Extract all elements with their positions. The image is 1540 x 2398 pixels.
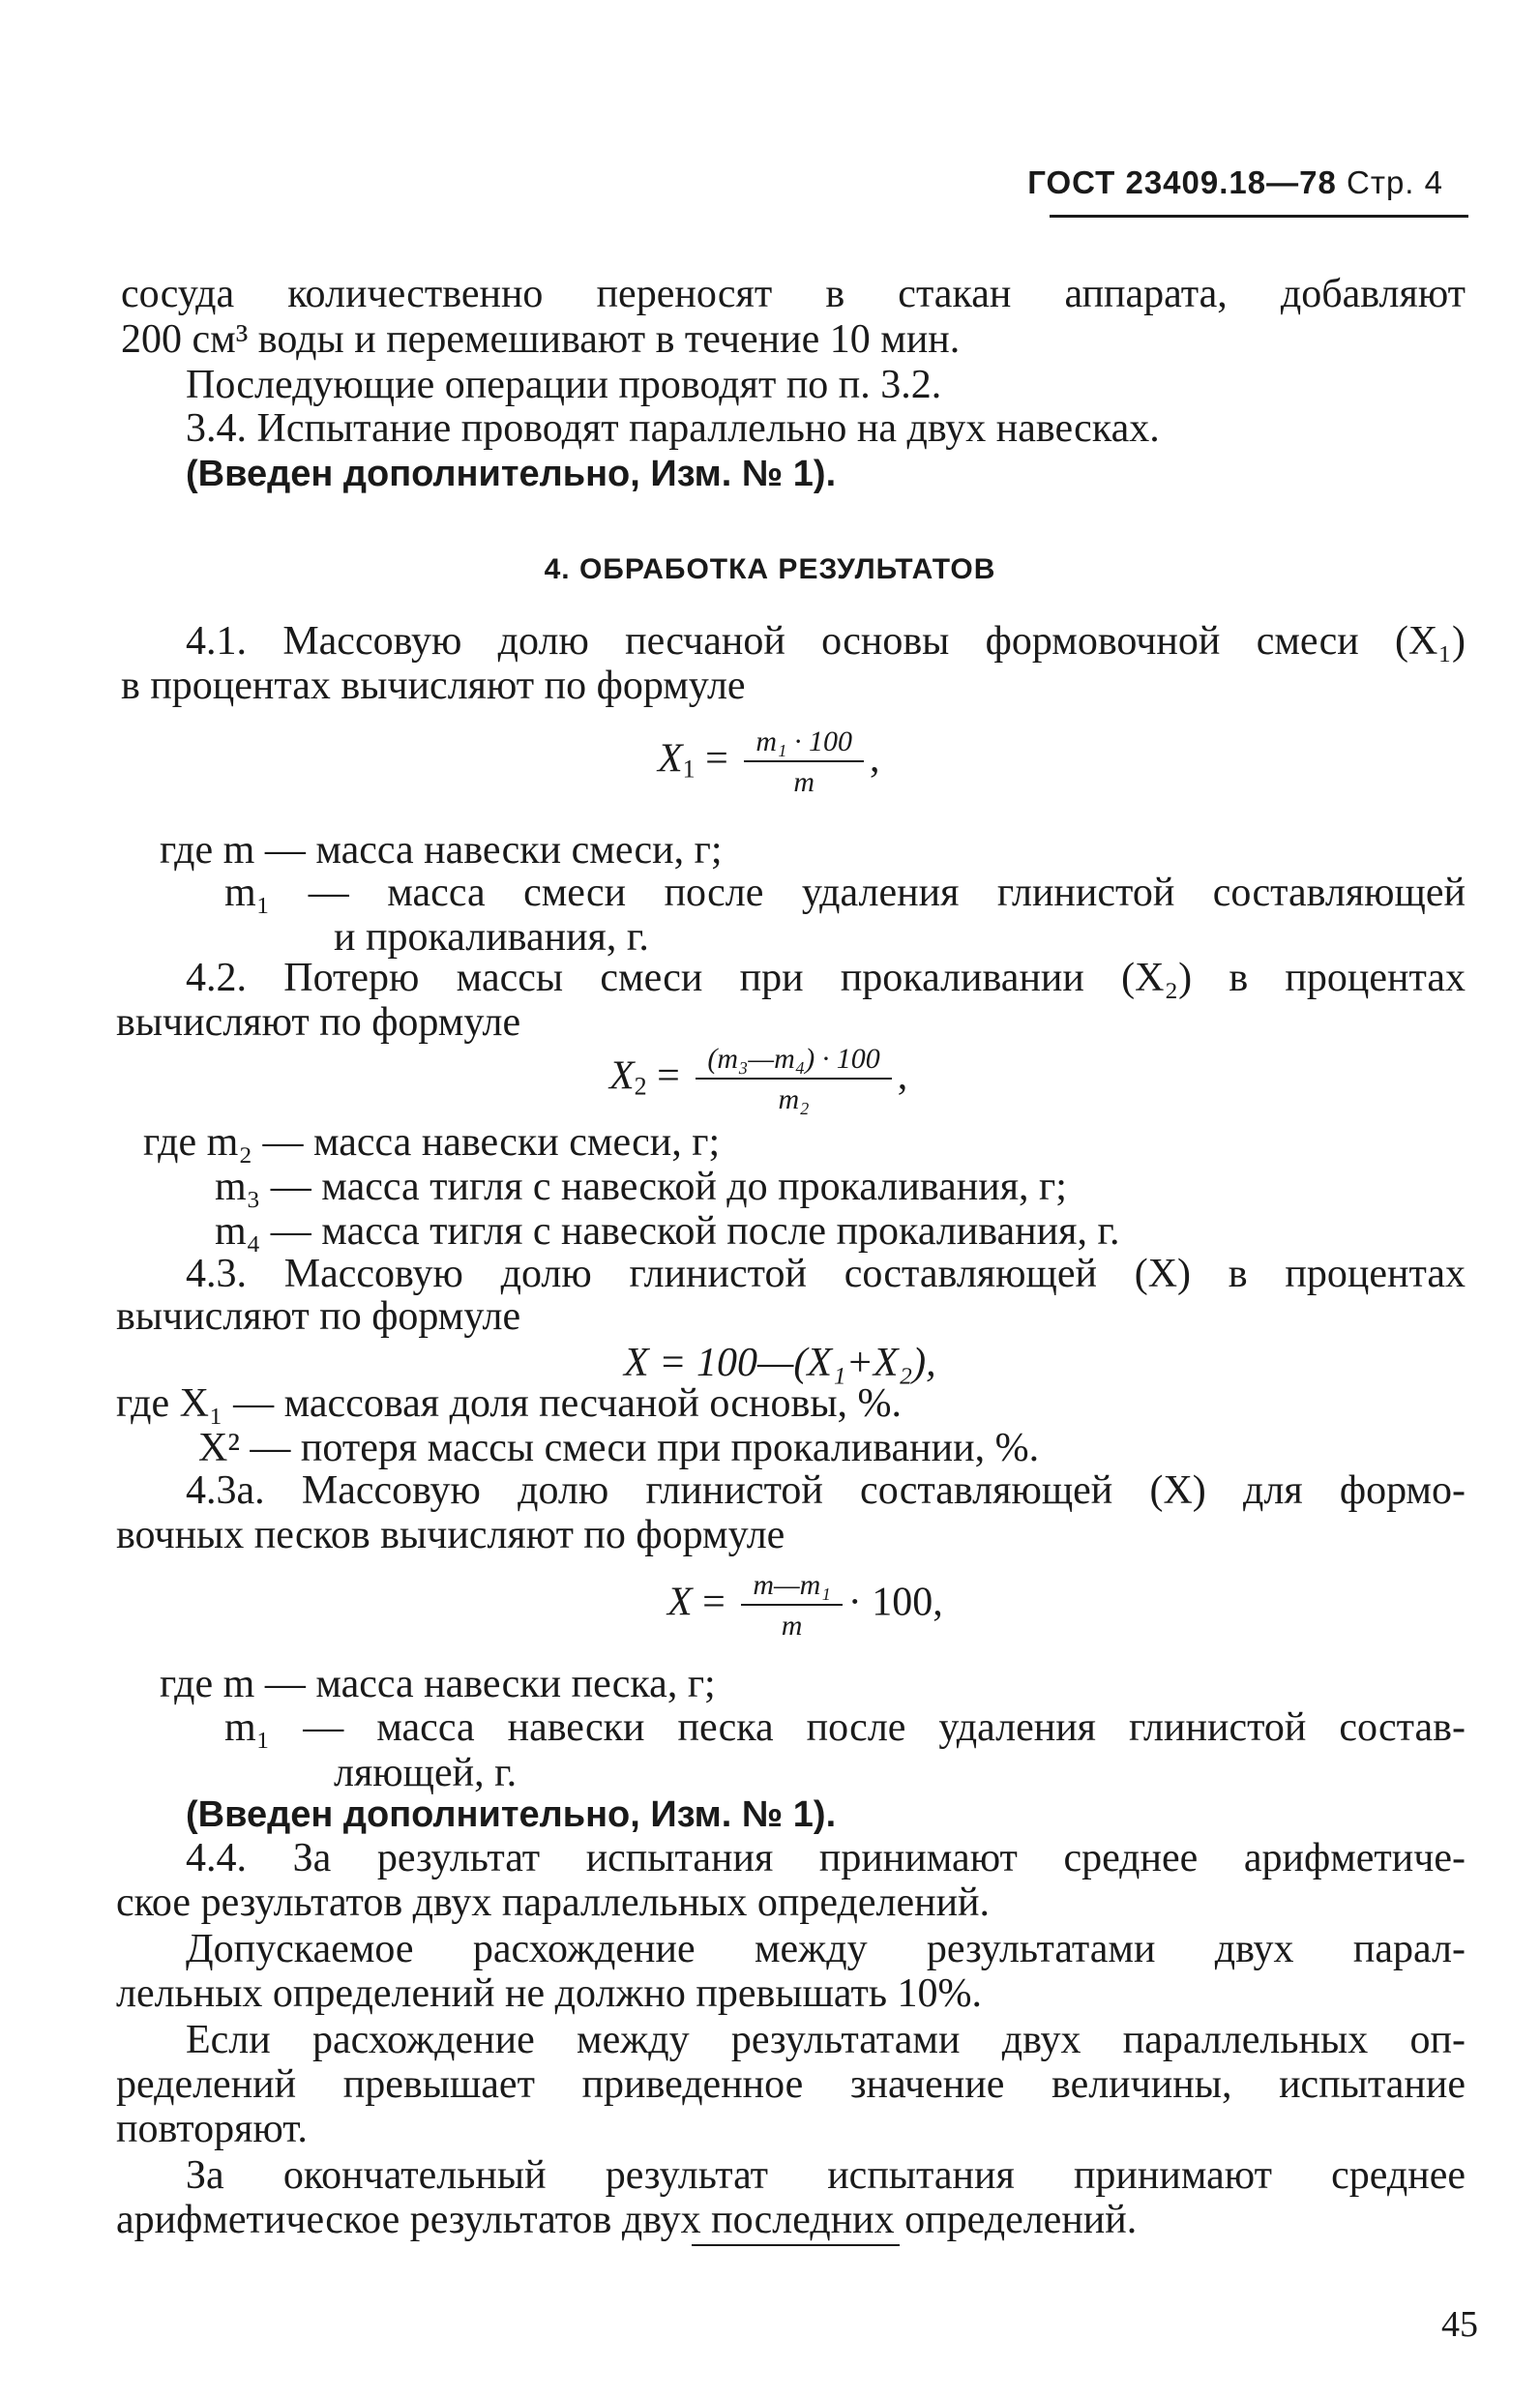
paragraph-line: сосуда количественно переносят в стакан аппарата, добавляют (121, 272, 1466, 316)
amendment-note: (Введен дополнительно, Изм. № 1). (186, 1794, 837, 1835)
definition-line: m₁ — масса навески песка после удаления глинистой состав- (224, 1705, 1466, 1750)
definition-line: и прокаливания, г. (334, 915, 649, 960)
end-rule (692, 2244, 900, 2246)
paragraph-line: 3.4. Испытание проводят параллельно на двух навесках. (186, 406, 1160, 451)
header-rule (1050, 215, 1468, 218)
definition-line: X² — потеря массы смеси при прокаливании, %. (198, 1426, 1040, 1470)
formula-x1: $X_1$ = $\frac{\text{m₁ · 100}}{m}$ , (658, 725, 880, 798)
running-head (1027, 164, 1443, 201)
formula-x2: $X_2$ = $\frac{\text{(m₃—m₄) · 100}}{\text{m₂}}$ , (609, 1043, 908, 1115)
paragraph-line: Допускаемое расхождение между результатами двух парал- (186, 1927, 1466, 1971)
paragraph-line: повторяют. (116, 2107, 308, 2151)
paragraph-line: 4.4. За результат испытания принимают среднее арифметиче- (186, 1836, 1466, 1880)
section-title: 4. ОБРАБОТКА РЕЗУЛЬТАТОВ (544, 553, 996, 585)
paragraph-line: вочных песков вычисляют по формуле (116, 1513, 785, 1557)
definition-line: где m — масса навески смеси, г; (160, 828, 723, 873)
formula-x-sand: X = $\frac{\text{m—m₁}}{m}$ · 100, (667, 1569, 943, 1642)
definition-line: ляющей, г. (334, 1751, 518, 1795)
formula-x: X = 100—(X₁+X₂), (624, 1341, 936, 1385)
paragraph-line: Если расхождение между результатами двух параллельных оп- (186, 2018, 1466, 2062)
paragraph-line: арифметическое результатов двух последних определений. (116, 2198, 1138, 2242)
paragraph-line: 4.2. Потерю массы смеси при прокаливании (X₂) в процентах (186, 956, 1466, 1000)
standard-number: ГОСТ 23409.18—78 (1027, 164, 1337, 200)
definition-line: m₄ — масса тигля с навеской после прокаливания, г. (215, 1209, 1120, 1254)
fraction: $\frac{\text{(m₃—m₄) · 100}}{\text{m₂}}$ (696, 1043, 891, 1116)
paragraph-line: 4.3а. Массовую долю глинистой составляющей (X) для формо- (186, 1468, 1466, 1513)
paragraph-line: ское результатов двух параллельных определений. (116, 1880, 991, 1925)
paragraph-line: 4.3. Массовую долю глинистой составляющей (X) в процентах (186, 1252, 1466, 1296)
paragraph-line: Последующие операции проводят по п. 3.2. (186, 363, 942, 407)
amendment-note: (Введен дополнительно, Изм. № 1). (186, 454, 837, 494)
definition-line: где m — масса навески песка, г; (160, 1662, 716, 1706)
paragraph-line: 4.1. Массовую долю песчаной основы формовочной смеси (X₁) (186, 619, 1466, 664)
definition-line: m₁ — масса смеси после удаления глинистой составляющей (224, 871, 1466, 915)
paragraph-line: ределений превышает приведенное значение величины, испытание (116, 2062, 1466, 2107)
paragraph-line: в процентах вычисляют по формуле (121, 664, 746, 708)
fraction: $\frac{\text{m₁ · 100}}{m}$ (744, 725, 864, 799)
page-number: 45 (1441, 2304, 1478, 2345)
paragraph-line: 200 см³ воды и перемешивают в течение 10 мин. (121, 317, 961, 362)
paragraph-line: За окончательный результат испытания принимают среднее (186, 2153, 1466, 2198)
page-label: Стр. 4 (1347, 164, 1443, 200)
fraction: $\frac{\text{m—m₁}}{m}$ (741, 1569, 842, 1643)
paragraph-line: вычисляют по формуле (116, 1294, 521, 1339)
paragraph-line: вычисляют по формуле (116, 1000, 521, 1045)
definition-line: где m₂ — масса навески смеси, г; (143, 1120, 721, 1165)
definition-line: m₃ — масса тигля с навеской до прокаливания, г; (215, 1165, 1067, 1209)
paragraph-line: лельных определений не должно превышать 10%. (116, 1971, 982, 2016)
definition-line: где X₁ — массовая доля песчаной основы, %. (116, 1381, 903, 1426)
